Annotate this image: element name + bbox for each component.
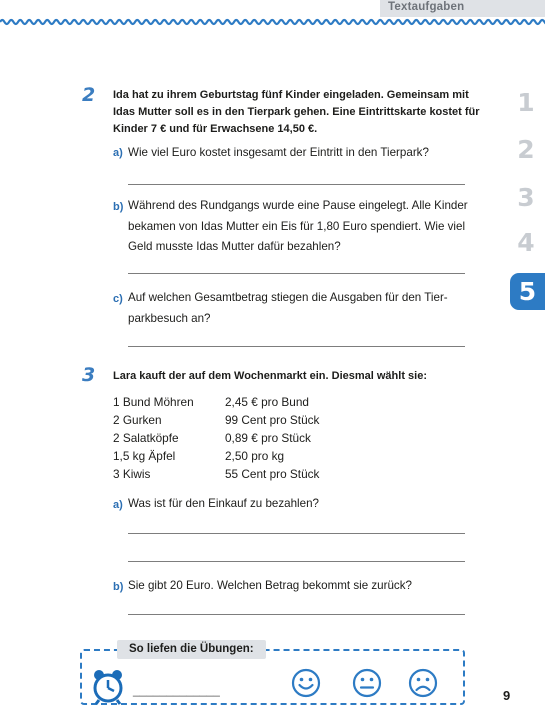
wave-divider bbox=[0, 15, 545, 29]
chapter-1[interactable]: 1 bbox=[517, 88, 535, 117]
answer-line-2a[interactable] bbox=[128, 184, 465, 185]
question-2c-line: Auf welchen Gesamtbetrag stiegen die Ausgaben für den Tier- bbox=[128, 291, 448, 304]
market-item-price: 2,50 pro kg bbox=[225, 449, 285, 463]
task-2-intro-line: Kinder 7 € und für Erwachsene 14,50 €. bbox=[113, 123, 318, 135]
answer-line-2c[interactable] bbox=[128, 346, 465, 347]
task-2-number: 2 bbox=[82, 84, 96, 106]
question-2b-line: bekamen von Idas Mutter ein Eis für 1,80 Euro spendiert. Wie viel bbox=[128, 219, 466, 233]
market-item-name: 1,5 kg Äpfel bbox=[113, 449, 176, 463]
feedback-label: So liefen die Übungen: bbox=[117, 640, 266, 659]
question-2c-letter: c) bbox=[113, 293, 123, 305]
question-2c-line: parkbesuch an? bbox=[128, 311, 211, 325]
market-item-price: 0,89 € pro Stück bbox=[225, 431, 311, 445]
task-2-intro bbox=[113, 87, 480, 138]
market-item-name: 1 Bund Möhren bbox=[113, 395, 194, 409]
task-2-intro-line: Idas Mutter soll es in den Tierpark gehen. Eine Eintrittskarte kostet für bbox=[113, 106, 480, 118]
market-item-price: 99 Cent pro Stück bbox=[225, 413, 320, 427]
question-3b-text: Sie gibt 20 Euro. Welchen Betrag bekommt sie zurück? bbox=[128, 579, 412, 592]
question-2b-line: Geld musste Idas Mutter dafür bezahlen? bbox=[128, 240, 341, 253]
question-3a-text: Was ist für den Einkauf zu bezahlen? bbox=[128, 497, 319, 510]
market-item-price: 2,45 € pro Bund bbox=[225, 395, 309, 409]
clock-icon bbox=[91, 669, 125, 705]
question-2a-text bbox=[128, 143, 429, 164]
question-2c-text bbox=[128, 288, 448, 329]
time-blank[interactable]: _____________ bbox=[133, 683, 220, 697]
market-item-price: 55 Cent pro Stück bbox=[225, 467, 320, 481]
market-item-name: 2 Salatköpfe bbox=[113, 431, 179, 445]
sad-face-icon[interactable] bbox=[408, 668, 438, 698]
task-2-intro-line: Ida hat zu ihrem Geburtstag fünf Kinder eingeladen. Gemeinsam mit bbox=[113, 89, 469, 101]
answer-line-3a[interactable] bbox=[128, 561, 465, 562]
task-3-intro: Lara kauft der auf dem Wochenmarkt ein. Diesmal wählt sie: bbox=[113, 370, 427, 382]
question-2b-letter: b) bbox=[113, 201, 124, 213]
happy-face-icon[interactable] bbox=[291, 668, 321, 698]
header-title: Textaufgaben bbox=[388, 1, 465, 13]
neutral-face-icon[interactable] bbox=[352, 668, 382, 698]
answer-line-2b[interactable] bbox=[128, 273, 465, 274]
chapter-5-active[interactable]: 5 bbox=[510, 273, 545, 310]
answer-line-3a[interactable] bbox=[128, 533, 465, 534]
question-3b-letter: b) bbox=[113, 581, 124, 593]
question-2b-text bbox=[128, 196, 468, 258]
question-2a-letter: a) bbox=[113, 147, 123, 159]
market-item-name: 3 Kiwis bbox=[113, 467, 151, 481]
question-2a-line: Wie viel Euro kostet insgesamt der Eintritt in den Tierpark? bbox=[128, 146, 429, 159]
question-3a-letter: a) bbox=[113, 499, 123, 511]
question-2b-line: Während des Rundgangs wurde eine Pause eingelegt. Alle Kinder bbox=[128, 199, 468, 212]
task-3-number: 3 bbox=[82, 364, 96, 386]
chapter-2[interactable]: 2 bbox=[517, 135, 535, 164]
answer-line-3b[interactable] bbox=[128, 614, 465, 615]
page-number: 9 bbox=[503, 688, 511, 703]
chapter-4[interactable]: 4 bbox=[517, 228, 535, 257]
chapter-3[interactable]: 3 bbox=[517, 183, 535, 212]
market-item-name: 2 Gurken bbox=[113, 413, 162, 427]
